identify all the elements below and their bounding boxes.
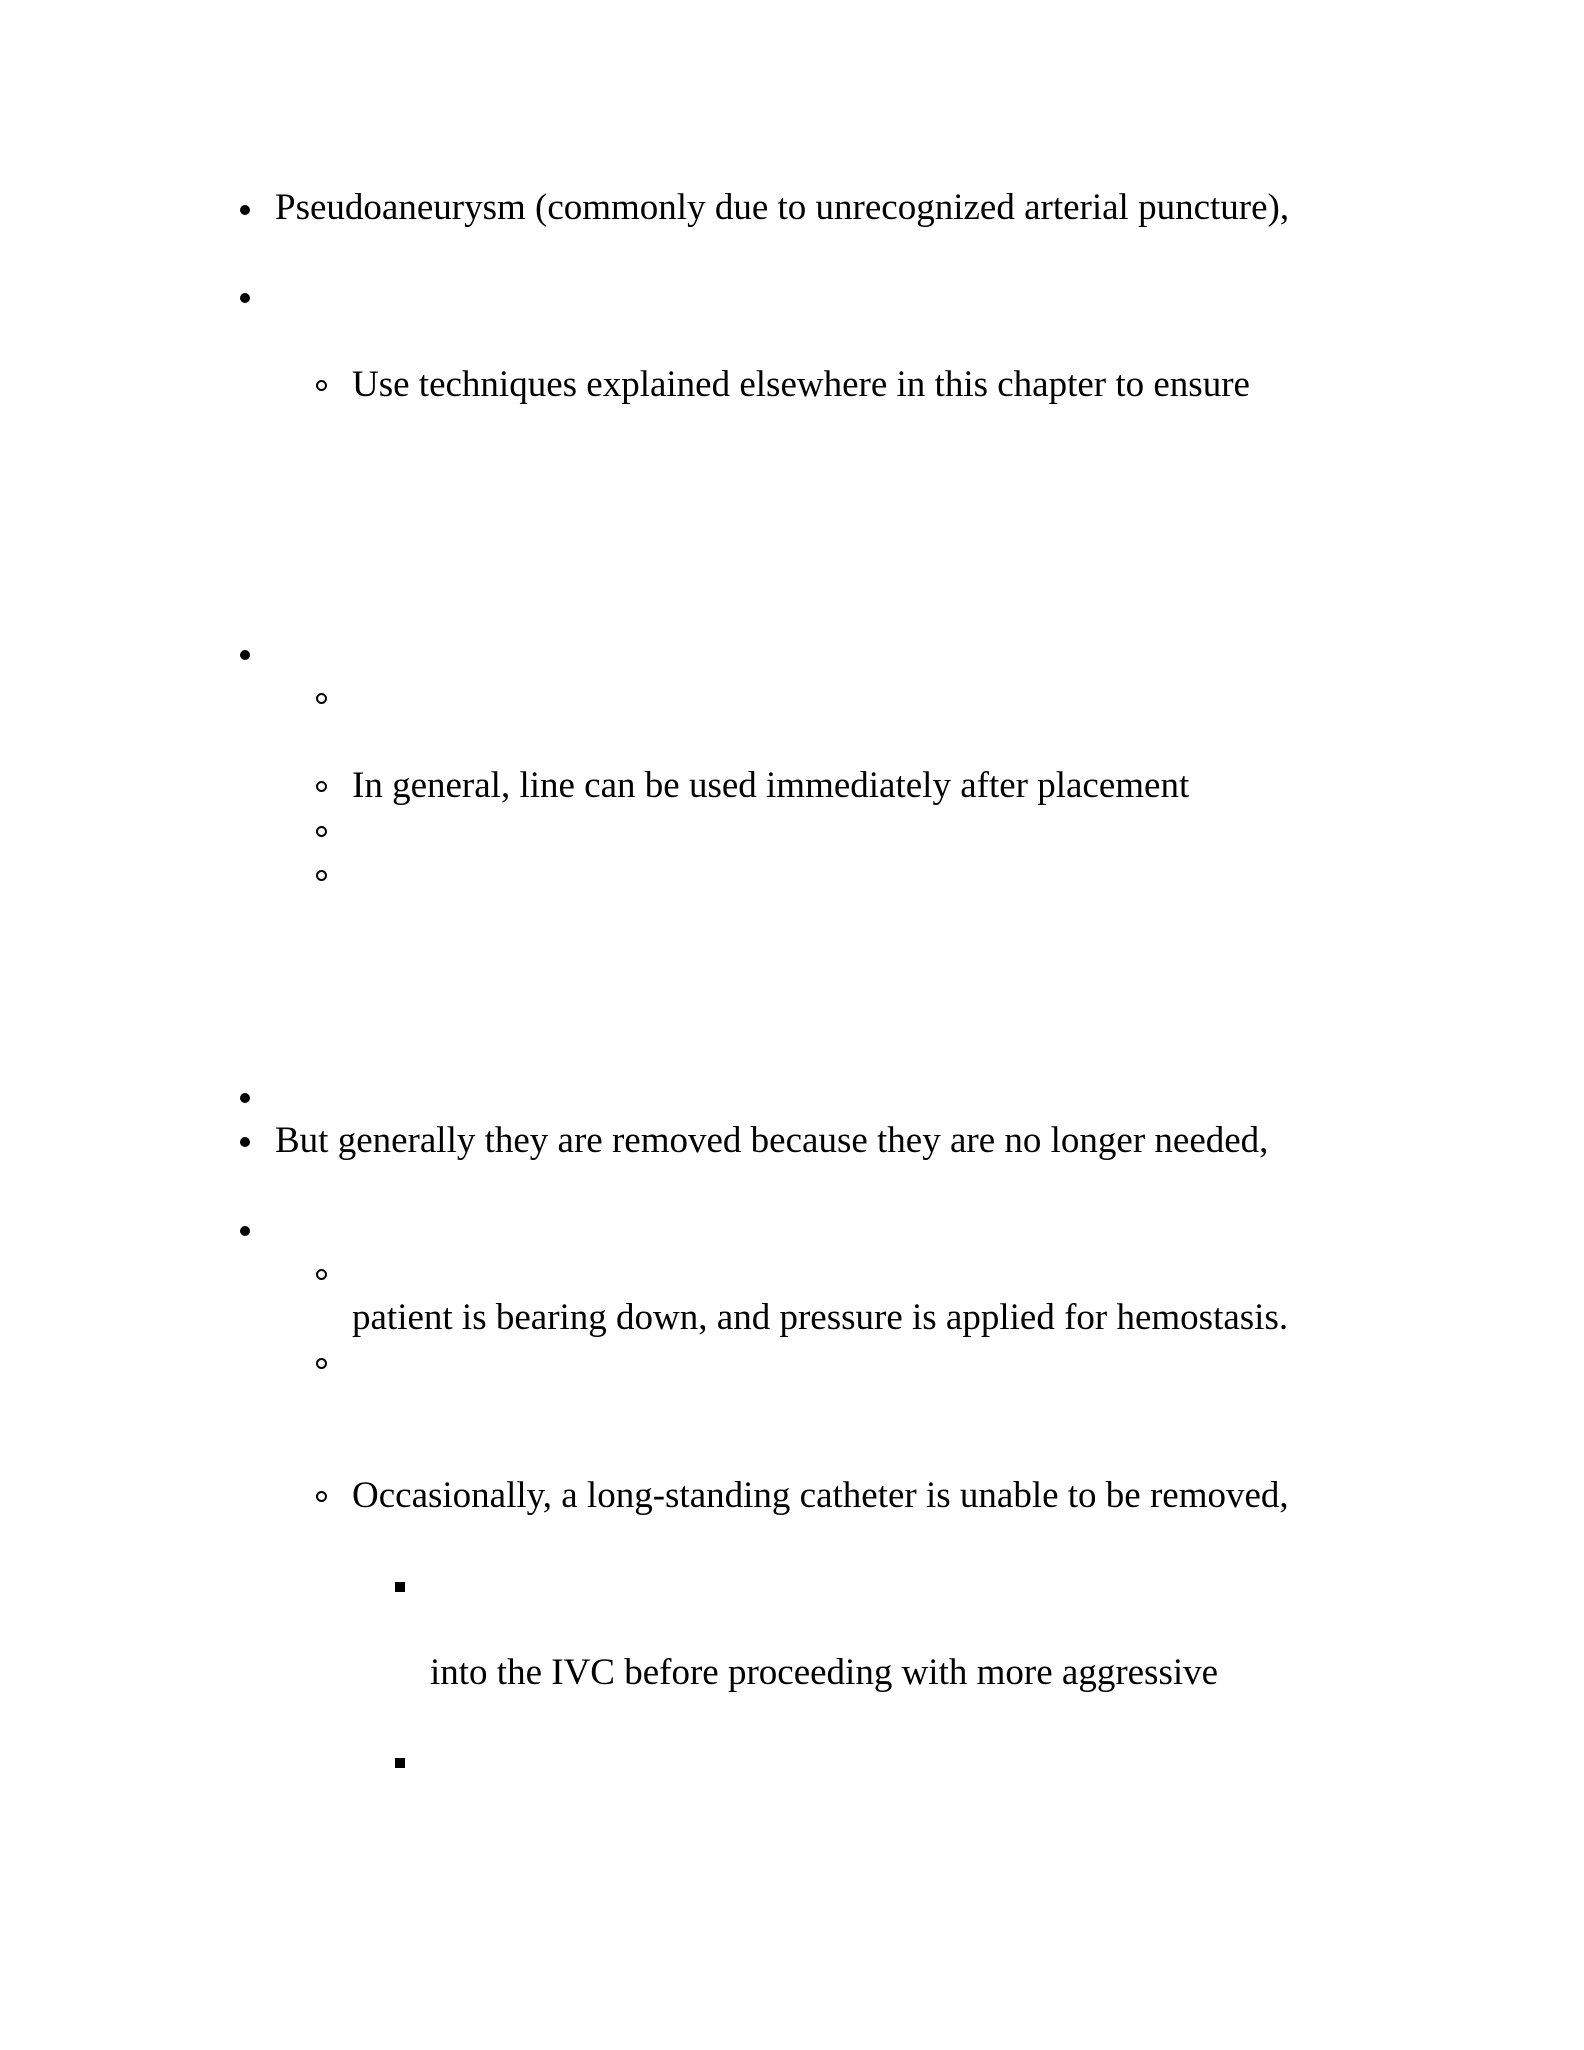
bullet-disc [240, 205, 250, 215]
bullet-square [395, 1582, 405, 1592]
bullet-circle [316, 693, 327, 704]
bullet-circle [316, 380, 327, 391]
list-item-continuation: patient is bearing down, and pressure is applied for hemostasis. [352, 1297, 1289, 1338]
list-item: Occasionally, a long-standing catheter is unable to be removed, [352, 1475, 1289, 1516]
list-item: Use techniques explained elsewhere in this chapter to ensure [352, 364, 1250, 405]
list-item: In general, line can be used immediately after placement [352, 765, 1190, 806]
bullet-disc [240, 650, 250, 660]
bullet-disc [240, 1137, 250, 1147]
bullet-circle [316, 1269, 327, 1280]
bullet-circle [316, 870, 327, 881]
bullet-disc [240, 1093, 250, 1103]
list-item: Pseudoaneurysm (commonly due to unrecognized arterial puncture), [275, 187, 1290, 228]
bullet-circle [316, 826, 327, 837]
bullet-square [395, 1758, 405, 1768]
bullet-disc [240, 1226, 250, 1236]
bullet-disc [240, 293, 250, 303]
bullet-circle [316, 781, 327, 792]
list-item: But generally they are removed because they are no longer needed, [275, 1120, 1269, 1161]
bullet-circle [316, 1491, 327, 1502]
bullet-circle [316, 1358, 327, 1369]
list-item-continuation: into the IVC before proceeding with more aggressive [430, 1652, 1219, 1693]
